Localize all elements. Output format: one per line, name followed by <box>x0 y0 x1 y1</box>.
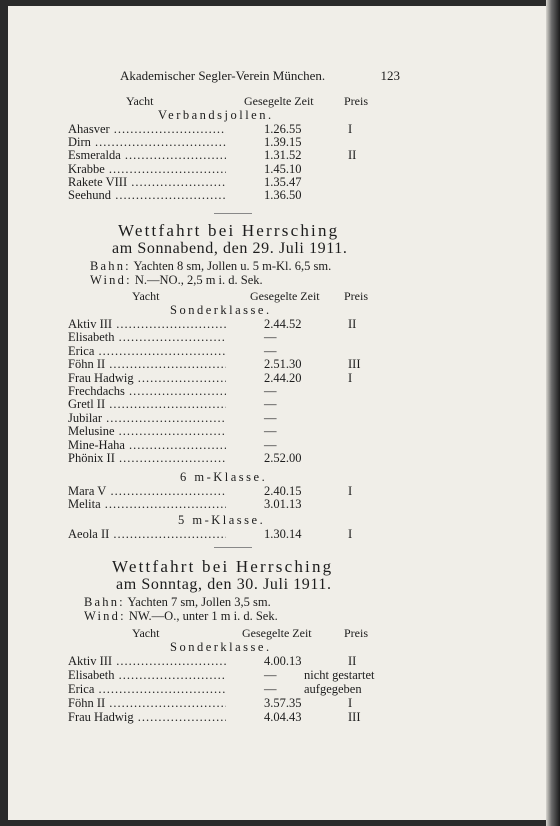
yacht-name: Jubilar ..... <box>68 411 226 426</box>
col-time: Gesegelte Zeit <box>250 289 320 303</box>
yacht-name: Phönix II ..... <box>68 451 226 466</box>
result-row <box>68 175 398 189</box>
yacht-name: Frechdachs ..... <box>68 384 226 399</box>
result-row <box>68 330 398 344</box>
course-label: Bahn: <box>90 259 131 273</box>
race-date: am Sonntag, den 30. Juli 1911. <box>116 576 332 593</box>
book-page <box>8 6 546 820</box>
result-row <box>68 451 398 465</box>
running-title: Akademischer Segler-Verein München. <box>120 68 326 83</box>
yacht-name: Aktiv III ..... <box>68 654 226 669</box>
yacht-name: Mine-Haha ..... <box>68 438 226 453</box>
yacht-name: Krabbe ..... <box>68 162 226 177</box>
result-row <box>68 710 398 724</box>
result-row <box>68 317 398 331</box>
col-time: Gesegelte Zeit <box>242 626 312 640</box>
race-date: am Sonnabend, den 29. Juli 1911. <box>112 240 348 257</box>
sailed-time: 2.52.00 <box>264 451 302 465</box>
yacht-name: Aktiv III ..... <box>68 317 226 332</box>
prize: I <box>348 696 353 710</box>
result-row <box>68 162 398 176</box>
sailed-time: 1.35.47 <box>264 174 302 189</box>
wind-line <box>84 609 278 624</box>
prize: II <box>348 148 357 163</box>
prize: nicht gestartet <box>304 668 375 682</box>
yacht-name: Gretl II ..... <box>68 397 226 412</box>
result-row <box>68 497 398 511</box>
col-yacht: Yacht <box>132 289 160 303</box>
prize: I <box>348 122 353 136</box>
sailed-time: 4.00.13 <box>264 654 302 668</box>
wind-label: Wind: <box>84 609 126 623</box>
class-heading: Sonderklasse. <box>170 640 272 654</box>
result-row <box>68 654 398 668</box>
course-text: Yachten 8 sm, Jollen u. 5 m-Kl. 6,5 sm. <box>133 259 332 273</box>
yacht-name: Aeola II ..... <box>68 527 226 542</box>
sailed-time: 1.30.14 <box>264 527 302 541</box>
result-row <box>68 411 398 425</box>
wind-line <box>90 273 263 288</box>
result-row <box>68 484 398 498</box>
sailed-time: 2.44.52 <box>264 317 302 331</box>
section-divider <box>214 213 252 214</box>
page-number: 123 <box>380 68 400 83</box>
prize: II <box>348 654 357 668</box>
prize: III <box>348 357 361 372</box>
prize: I <box>348 484 353 498</box>
sailed-time: — <box>264 410 277 425</box>
result-row <box>68 148 398 162</box>
course-text: Yachten 7 sm, Jollen 3,5 sm. <box>127 595 271 609</box>
col-yacht: Yacht <box>132 626 160 640</box>
result-row <box>68 135 398 149</box>
sailed-time: — <box>264 437 277 452</box>
sailed-time: 2.44.20 <box>264 370 302 385</box>
col-prize: Preis <box>344 626 368 640</box>
book-spine-edge <box>546 0 560 826</box>
yacht-name: Erica ..... <box>68 682 226 697</box>
yacht-name: Föhn II ..... <box>68 357 226 372</box>
result-row <box>68 188 398 202</box>
sailed-time: 3.01.13 <box>264 497 302 512</box>
sailed-time: — <box>264 397 277 412</box>
yacht-name: Melita ..... <box>68 497 226 512</box>
sailed-time: 1.31.52 <box>264 148 302 163</box>
result-row <box>68 344 398 358</box>
result-row <box>68 682 398 696</box>
yacht-name: Dirn ..... <box>68 135 226 150</box>
course-line <box>90 259 331 274</box>
col-prize: Preis <box>344 94 368 108</box>
result-row <box>68 527 398 541</box>
sailed-time: 1.26.55 <box>264 122 302 136</box>
race-title: Wettfahrt bei Herrsching <box>112 557 334 576</box>
yacht-name: Elisabeth ..... <box>68 668 226 683</box>
sailed-time: — <box>264 330 277 345</box>
result-row <box>68 397 398 411</box>
yacht-name: Frau Hadwig ..... <box>68 710 226 725</box>
sailed-time: 3.57.35 <box>264 696 302 710</box>
prize: III <box>348 710 361 724</box>
col-time: Gesegelte Zeit <box>244 94 314 108</box>
class-heading: 6 m-Klasse. <box>180 470 268 484</box>
wind-label: Wind: <box>90 273 132 287</box>
sailed-time: — <box>264 343 277 358</box>
prize: II <box>348 317 357 331</box>
yacht-name: Seehund ..... <box>68 188 226 203</box>
class-heading: Sonderklasse. <box>170 303 272 317</box>
sailed-time: 2.40.15 <box>264 484 302 498</box>
yacht-name: Rakete VIII ..... <box>68 175 226 190</box>
result-row <box>68 668 398 682</box>
prize: I <box>348 527 353 541</box>
section-divider <box>214 547 252 548</box>
col-yacht: Yacht <box>126 94 154 108</box>
running-header <box>120 68 400 84</box>
wind-text: NW.—O., unter 1 m i. d. Sek. <box>128 609 278 623</box>
sailed-time: 1.45.10 <box>264 161 302 176</box>
race-title: Wettfahrt bei Herrsching <box>118 221 340 240</box>
yacht-name: Erica ..... <box>68 344 226 359</box>
result-row <box>68 371 398 385</box>
result-row <box>68 357 398 371</box>
yacht-name: Esmeralda ..... <box>68 148 226 163</box>
wind-text: N.—NO., 2,5 m i. d. Sek. <box>134 273 263 287</box>
yacht-name: Elisabeth ..... <box>68 330 226 345</box>
sailed-time: — <box>264 424 277 439</box>
col-prize: Preis <box>344 289 368 303</box>
yacht-name: Föhn II ..... <box>68 696 226 711</box>
sailed-time: — <box>264 682 277 696</box>
result-row <box>68 122 398 136</box>
class-heading: 5 m-Klasse. <box>178 513 266 527</box>
result-row <box>68 384 398 398</box>
yacht-name: Mara V ..... <box>68 484 226 499</box>
course-line <box>84 595 271 610</box>
prize: I <box>348 370 353 385</box>
sailed-time: 4.04.43 <box>264 710 302 724</box>
sailed-time: — <box>264 384 277 398</box>
yacht-name: Ahasver ..... <box>68 122 226 137</box>
result-row <box>68 424 398 438</box>
sailed-time: 2.51.30 <box>264 357 302 372</box>
result-row <box>68 696 398 710</box>
prize: aufgegeben <box>304 682 362 696</box>
yacht-name: Melusine ..... <box>68 424 226 439</box>
sailed-time: 1.39.15 <box>264 135 302 150</box>
result-row <box>68 438 398 452</box>
course-label: Bahn: <box>84 595 125 609</box>
sailed-time: — <box>264 668 277 682</box>
yacht-name: Frau Hadwig ..... <box>68 371 226 386</box>
sailed-time: 1.36.50 <box>264 188 302 202</box>
class-heading: Verbandsjollen. <box>158 108 274 122</box>
